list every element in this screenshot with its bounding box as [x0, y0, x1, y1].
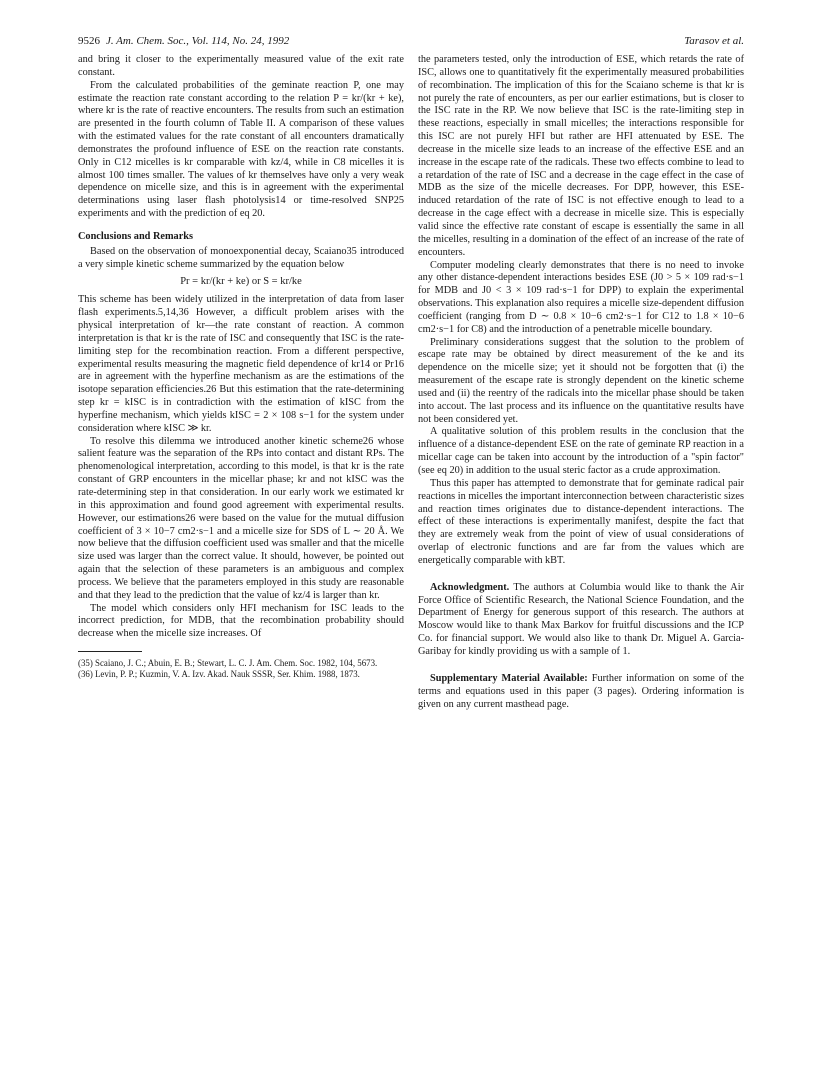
acknowledgment-heading: Acknowledgment. [430, 581, 510, 593]
equation: Pr = kr/(kr + ke) or S = kr/ke [180, 275, 302, 287]
paragraph: From the calculated probabilities of the geminate reaction P, one may estimate the reaction rate constant according to the relation P = kr/(kr + ke), where kr is the rate of reactive encounters. The results from such an estimation are presented in the fourth column of Table II. A comparison of these values with the estimated values for the rate constant of all encounters dramatically demonstrates the profound influence of ESE on the reaction rate constants. Only in C12 micelles is kr comparable with kz/4, while in C8 micelles it is almost 100 times smaller. The values of kr themselves have only a very weak dependence on micelle size, and this is in agreement with the experimental determinations using laser flash photolysis14 or time-resolved SNP25 experiments and with the prediction of eq 20. [78, 79, 404, 220]
paragraph: the parameters tested, only the introduction of ESE, which retards the rate of ISC, allows one to quantitatively fit the experimentally measured probabilities of recombination. The implication of this for the Scaiano scheme is that kr is not purely the rate of encounters, as per our earlier estimations, but is closer to the ISC rate in the RP. We now believe that ISC is the rate-limiting step in these reactions, especially in small micelles; the interactions responsible for this ISC are not purely HFI but rather are HFI attenuated by ESE. The decrease in the micelle size leads to an increase of the effective ESE and an increase in the escape rate of the radicals. These two effects combine to lead to a retardation of the rate of ISC and a decrease in the cage effect in the case of MDB as the size of the micelle decreases. For DPP, however, this ESE-induced retardation of the rate of ISC is not effective enough to lead to a decrease in the cage effect with a decrease in micelle size. This is especially valid since the effective rate constant of escape is essentially the same in all the micelles, resulting in a domination of the effect of an increase of the rate of encounters. [418, 54, 744, 258]
supplementary-body: Further information on some of the terms and equations used in this paper (3 pages). Ordering information is given on any current masthead page. [418, 672, 744, 710]
acknowledgment-body: The authors at Columbia would like to thank the Air Force Office of Scientific Research, the National Science Foundation, and the Department of Energy for generous support of this research. The authors at Moscow would like to thank Max Barkov for fruitful discussions and the ICP Co. for financial support. We would also like to thank Dr. Miguel A. Garcia-Garibay for kindly providing us with a sample of 1. [418, 581, 744, 657]
paragraph: Computer modeling clearly demonstrates that there is no need to invoke any other distance-dependent interactions besides ESE (J0 > 5 × 109 rad·s−1 for MDB and J0 < 3 × 109 rad·s−1 for DPP) to explain the experimental observations. This explanation also requires a micelle size-dependent diffusion coefficient (ranging from D ∼ 0.8 × 10−6 cm2·s−1 for C12 to 1.8 × 10−6 cm2·s−1 for C8) and the introduction of a penetrable micelle boundary. [418, 259, 744, 335]
supplementary-heading: Supplementary Material Available: [430, 672, 588, 684]
footnote: (35) Scaiano, J. C.; Abuin, E. B.; Stewart, L. C. J. Am. Chem. Soc. 1982, 104, 5673. [78, 658, 378, 669]
paragraph: To resolve this dilemma we introduced another kinetic scheme26 whose salient feature was the separation of the RPs into contact and distant RPs. The phenomenological interpretation, according to this model, is that kr is the rate constant of GRP encounters in the micellar phase; kr and not kISC was the rate-determining step in that consideration. In our early work we estimated kr in this approximation and found good agreement with experimental results. However, our estimations26 were based on the value for the mutual diffusion coefficient of 3 × 10−7 cm2·s−1 and a micelle size for SDS of L ∼ 20 Å. We now believe that the diffusion coefficient used was smaller and that the micelle size used was larger than the correct value. It should, however, be pointed out again that the selection of these parameters is an ambiguous and complex process. We believe that the parameters employed in this study are reasonable and that they lead to the prediction that the value of kz/4 is larger than kr. [78, 435, 404, 601]
right-column [418, 54, 744, 711]
paragraph: A qualitative solution of this problem results in the conclusion that the influence of a distance-dependent ESE on the rate of geminate RP reaction in a micellar cage can be taken into account by the introduction of a "spin factor" (see eq 20) in addition to the usual steric factor as a crude approximation. [418, 426, 744, 476]
journal-citation: J. Am. Chem. Soc., Vol. 114, No. 24, 1992 [106, 35, 290, 47]
spacer [418, 659, 744, 673]
spacer [418, 568, 744, 582]
paragraph: The model which considers only HFI mechanism for ISC leads to the incorrect prediction, for MDB, that the recombination probability should decrease when the micelle size increases. Of [78, 602, 404, 640]
paragraph: Based on the observation of monoexponential decay, Scaiano35 introduced a very simple kinetic scheme summarized by the equation below [78, 245, 404, 270]
footnote-rule [78, 651, 142, 652]
acknowledgment [418, 582, 744, 659]
supplementary-material [418, 673, 744, 712]
running-head-left [78, 35, 289, 47]
section-heading: Conclusions and Remarks [78, 230, 194, 242]
paragraph: This scheme has been widely utilized in the interpretation of data from laser flash experiments.5,14,36 However, a difficult problem arises with the physical interpretation of kr—the rate constant of reaction. A common interpretation is that kr is the rate of ISC and consequently that ISC is the rate-limiting step for the recombination reaction. From a different perspective, experimental results measuring the magnetic field dependence of kr14 or Pr16 are in agreement with the hyperfine mechanism as are the estimations of the isotope separation efficiencies.26 But this estimation that the rate-determining step kr = kISC is in contradiction with the estimation of kISC from the hyperfine mechanism, which yields kISC = 2 × 108 s−1 for the system under consideration where kISC ≫ kr. [78, 294, 404, 434]
running-head [78, 35, 744, 51]
running-head-authors: Tarasov et al. [684, 35, 744, 47]
paragraph: and bring it closer to the experimentally measured value of the exit rate constant. [78, 54, 404, 78]
paragraph: Preliminary considerations suggest that the solution to the problem of escape rate may be obtained by direct measurement of the ke and its dependence on the micelle size; yet it should not be forgotten that (i) the measurement of the escape rate is strongly dependent on the kinetic scheme used and (ii) the reentry of the radicals into the micellar phase should be taken into accout. The last process and its influence on the quantitative results have not been considered yet. [418, 336, 744, 425]
page-number: 9526 [78, 35, 100, 47]
footnote: (36) Levin, P. P.; Kuzmin, V. A. Izv. Akad. Nauk SSSR, Ser. Khim. 1988, 1873. [78, 668, 360, 679]
paragraph: Thus this paper has attempted to demonstrate that for geminate radical pair reactions in micelles the important interconnection between characteristic sizes and reaction times originates due to distance-dependent interactions. The effect of these interactions is experimentally manifest, despite the fact that they are extremely weak from the point of view of usual considerations of overlap of electronic functions and are far from the values which are energetically comparable with kBT. [418, 477, 744, 566]
left-column [78, 54, 404, 679]
